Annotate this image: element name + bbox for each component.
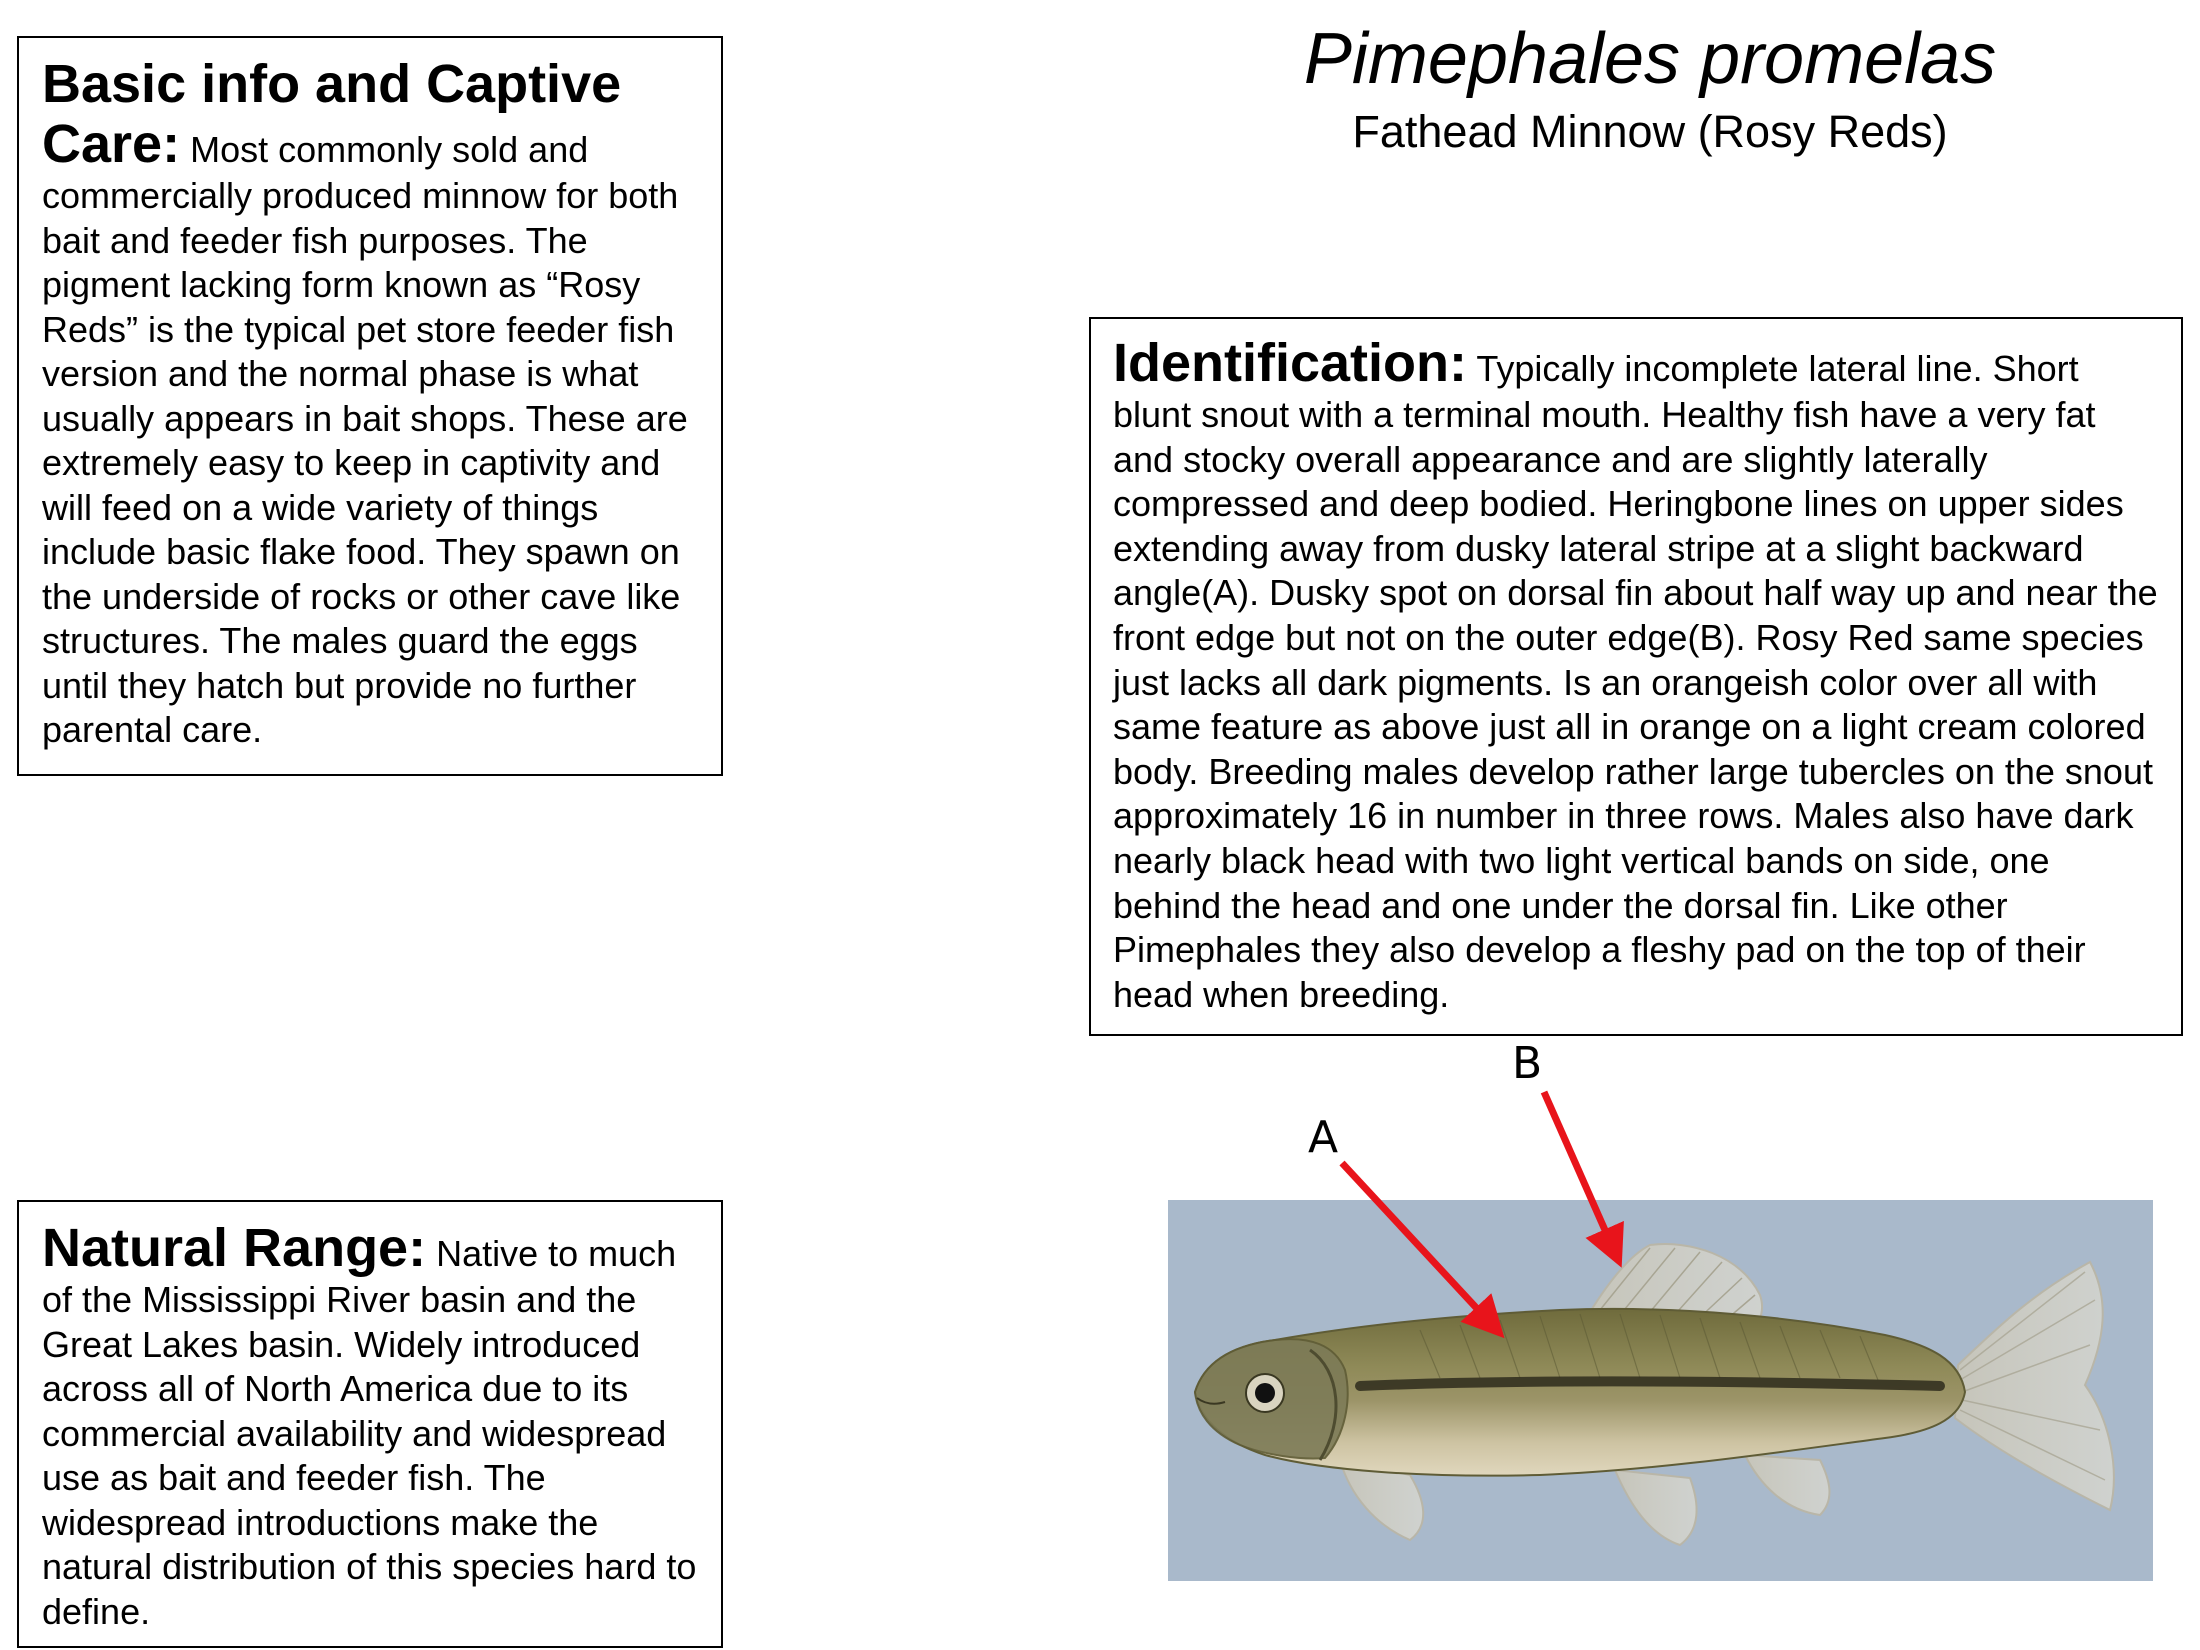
dorsal-fin xyxy=(1590,1244,1762,1328)
marker-b-label: B xyxy=(1512,1038,1543,1089)
captive-care-paragraph xyxy=(42,54,701,753)
natural-range-box xyxy=(17,1200,723,1648)
natural-range-heading: Natural Range: xyxy=(42,1218,427,1278)
fish-head xyxy=(1195,1339,1348,1458)
common-name: Fathead Minnow (Rosy Reds) xyxy=(1352,106,1948,157)
gill-cover xyxy=(1310,1350,1336,1460)
marker-a-label: A xyxy=(1308,1112,1339,1163)
photo-background xyxy=(1168,1200,2153,1581)
fish-eye xyxy=(1246,1374,1284,1412)
fish-mouth xyxy=(1197,1398,1225,1404)
arrow-b xyxy=(1544,1092,1616,1255)
fish-body xyxy=(1195,1309,1965,1476)
title-block xyxy=(1150,14,2150,159)
scientific-name: Pimephales promelas xyxy=(1303,19,1997,99)
identification-box xyxy=(1089,317,2183,1036)
captive-care-text: Most commonly sold and commercially produced minnow for both bait and feeder fish purposes. The pigment lacking form known as “Rosy Reds” is the typical pet store feeder fish version and the normal phase is what usually appears in bait shops. These are extremely easy to keep in captivity and will feed on a wide variety of things include basic flake food. They spawn on the underside of rocks or other cave like structures. The males guard the eggs until they hatch but provide no further parental care. xyxy=(42,129,688,750)
anal-fin xyxy=(1745,1455,1829,1515)
pelvic-fin xyxy=(1615,1470,1697,1545)
fish-pupil xyxy=(1255,1383,1275,1403)
identification-paragraph xyxy=(1113,333,2161,1017)
arrow-a xyxy=(1342,1163,1495,1328)
captive-care-heading: Basic info and Captive Care: xyxy=(42,54,622,174)
pectoral-fin xyxy=(1340,1460,1423,1540)
lateral-stripe xyxy=(1360,1382,1940,1387)
caudal-fin-rays xyxy=(1960,1272,2105,1480)
natural-range-paragraph xyxy=(42,1218,701,1634)
herringbone-lines xyxy=(1420,1314,1878,1380)
natural-range-text: Native to much of the Mississippi River basin and the Great Lakes basin. Widely introduced across all of North America due to its commercial availability and widespread use as bait and feeder fish. The widespread introductions make the natural distribution of this species hard to define. xyxy=(42,1233,697,1632)
identification-text: Typically incomplete lateral line. Short blunt snout with a terminal mouth. Healthy fish have a very fat and stocky overall appearance and are slightly laterally compressed and deep bodied. Heringbone lines on upper sides extending away from dusky lateral stripe at a slight backward angle(A). Dusky spot on dorsal fin about half way up and near the front edge but not on the outer edge(B). Rosy Red same species just lacks all dark pigments. Is an orangeish color over all with same feature as above just all in orange on a light cream colored body. Breeding males develop rather large tubercles on the snout approximately 16 in number in three rows. Males also have dark nearly black head with two light vertical bands on side, one behind the head and one under the dorsal fin. Like other Pimephales they also develop a fleshy pad on the top of their head when breeding. xyxy=(1113,348,2158,1015)
dorsal-fin-rays xyxy=(1600,1248,1755,1325)
identification-heading: Identification: xyxy=(1113,333,1467,393)
caudal-fin xyxy=(1955,1262,2114,1510)
captive-care-box xyxy=(17,36,723,776)
